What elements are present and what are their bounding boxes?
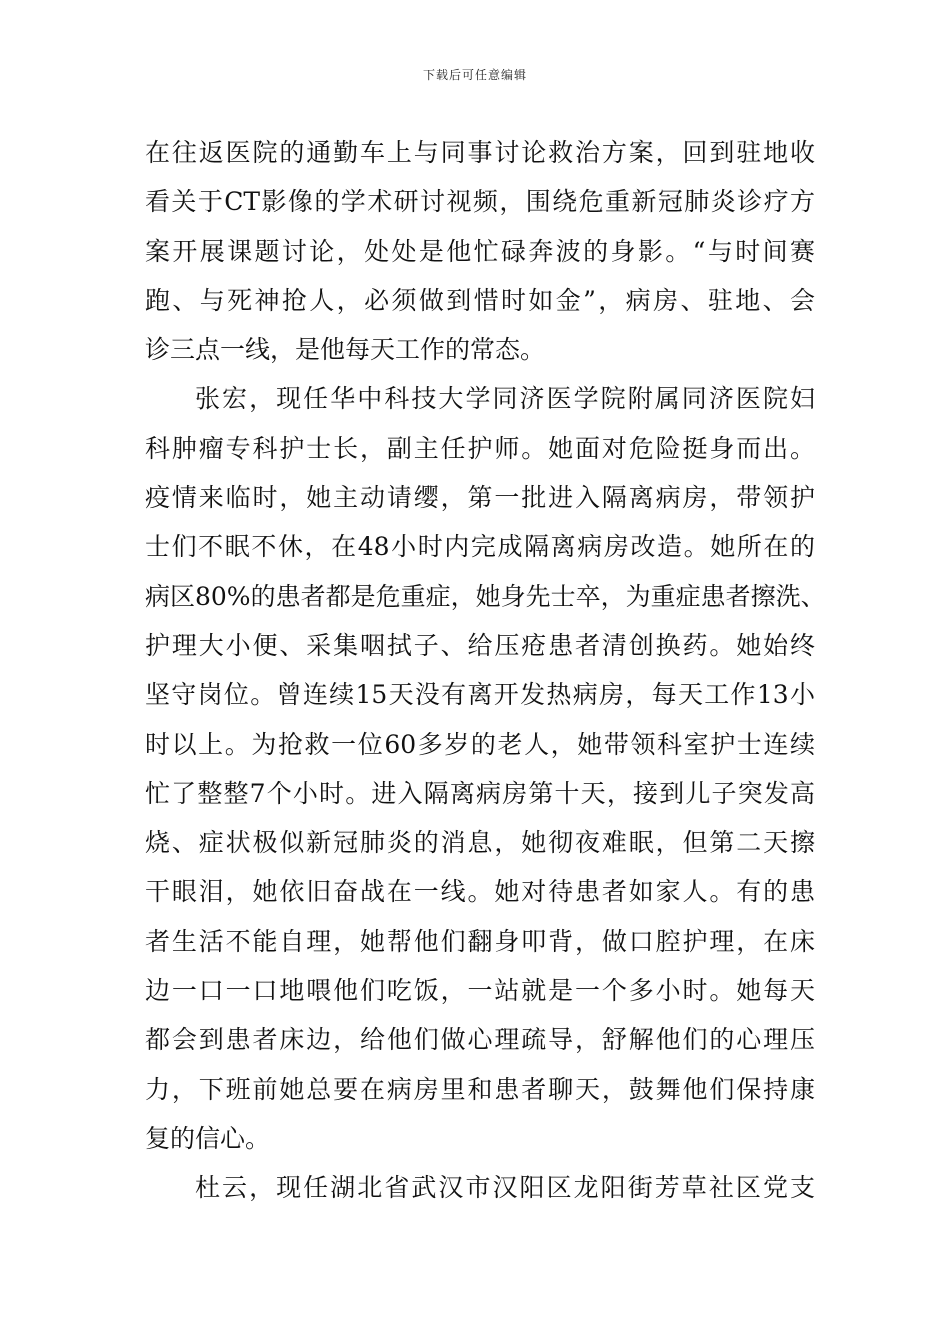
text-line: 复的信心。 bbox=[145, 1123, 271, 1153]
text-line: 跑、与死神抢人，必须做到惜时如金”，病房、驻地、会 bbox=[145, 285, 815, 315]
text-line: 忙了整整7个小时。进入隔离病房第十天，接到儿子突发高 bbox=[145, 778, 815, 808]
text-line: 坚守岗位。曾连续15天没有离开发热病房，每天工作13小 bbox=[145, 680, 815, 710]
paragraph-first-line: 张宏，现任华中科技大学同济医学院附属同济医院妇 bbox=[195, 384, 815, 414]
text-line: 看关于CT影像的学术研讨视频，围绕危重新冠肺炎诊疗方 bbox=[145, 187, 815, 217]
text-line: 病区80%的患者都是危重症，她身先士卒，为重症患者擦洗、 bbox=[145, 581, 826, 611]
text-line: 在往返医院的通勤车上与同事讨论救治方案，回到驻地收 bbox=[145, 138, 815, 167]
text-line: 者生活不能自理，她帮他们翻身叩背，做口腔护理，在床 bbox=[145, 926, 815, 956]
text-line: 科肿瘤专科护士长，副主任护师。她面对危险挺身而出。 bbox=[145, 433, 815, 463]
paragraph-first-line: 杜云，现任湖北省武汉市汉阳区龙阳街芳草社区党支 bbox=[195, 1173, 815, 1203]
text-line: 案开展课题讨论，处处是他忙碌奔波的身影。“与时间赛 bbox=[145, 236, 815, 266]
text-line: 力，下班前她总要在病房里和患者聊天，鼓舞他们保持康 bbox=[145, 1074, 815, 1104]
text-line: 士们不眠不休，在48小时内完成隔离病房改造。她所在的 bbox=[145, 532, 815, 562]
text-line: 边一口一口地喂他们吃饭，一站就是一个多小时。她每天 bbox=[145, 976, 815, 1006]
page-header: 下载后可任意编辑 bbox=[422, 68, 527, 82]
text-line: 诊三点一线，是他每天工作的常态。 bbox=[145, 335, 546, 365]
text-line: 护理大小便、采集咽拭子、给压疮患者清创换药。她始终 bbox=[145, 630, 815, 660]
text-line: 都会到患者床边，给他们做心理疏导，舒解他们的心理压 bbox=[145, 1025, 815, 1055]
body-text bbox=[145, 128, 826, 1213]
text-line: 烧、症状极似新冠肺炎的消息，她彻夜难眠，但第二天擦 bbox=[145, 828, 815, 858]
text-line: 疫情来临时，她主动请缨，第一批进入隔离病房，带领护 bbox=[145, 483, 815, 513]
text-line: 干眼泪，她依旧奋战在一线。她对待患者如家人。有的患 bbox=[145, 877, 815, 907]
text-line: 时以上。为抢救一位60多岁的老人，她带领科室护士连续 bbox=[145, 729, 815, 759]
